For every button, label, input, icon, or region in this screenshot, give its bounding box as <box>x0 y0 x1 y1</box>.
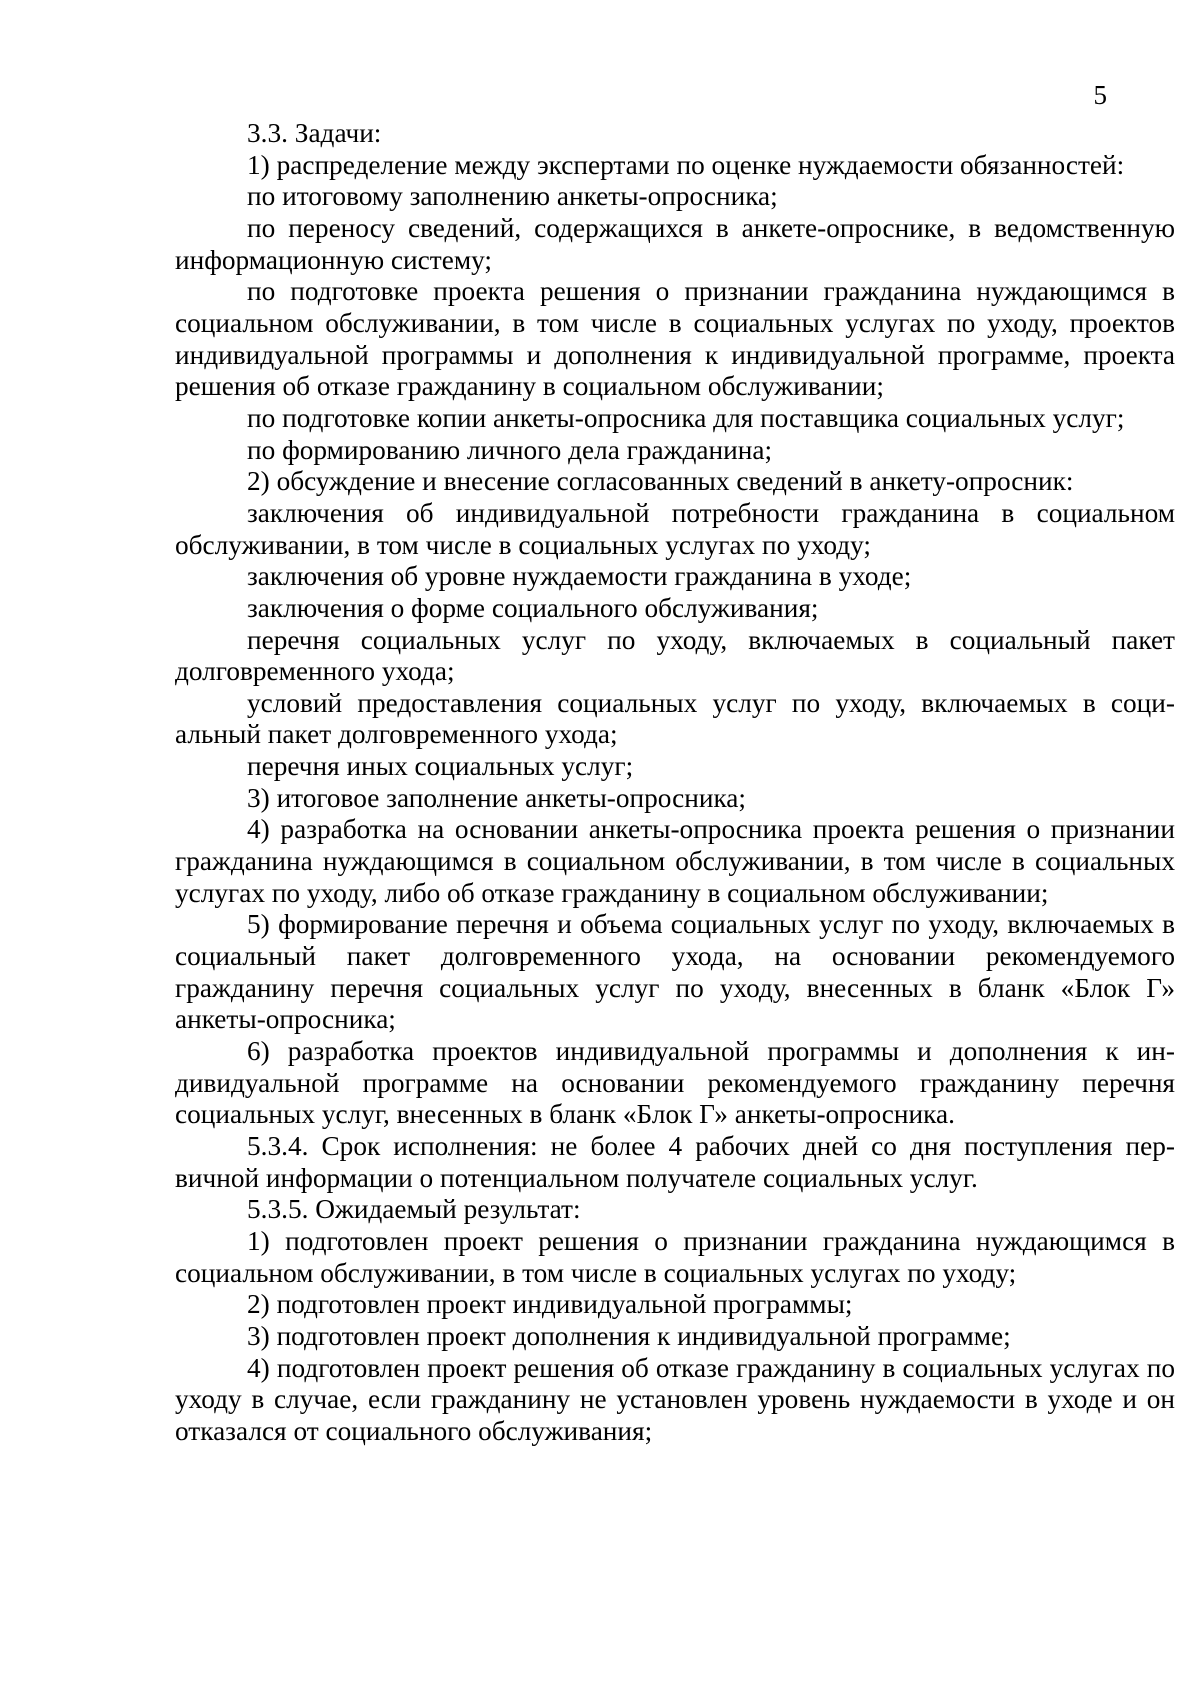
paragraph: 5) формирование перечня и объема социальных услуг по уходу, включаемых в социальный пакет долговременного ухода, на основании рекомендуемого гражданину перечня социальных услуг по уходу, внесенных в бланк «Блок Г» анкеты-опросника; <box>175 909 1175 1035</box>
paragraph: 6) разработка проектов индивидуальной программы и дополнения к индивидуальной программе на основании рекомендуемого гражданину перечня социальных услуг, внесенных в бланк «Блок Г» анкеты-опросника. <box>175 1036 1175 1130</box>
paragraph: 2) подготовлен проект индивидуальной программы; <box>247 1289 853 1320</box>
paragraph: 3) итоговое заполнение анкеты-опросника; <box>247 782 747 813</box>
paragraph: 4) разработка на основании анкеты-опросника проекта решения о признании гражданина нуждающимся в социальном обслуживании, в том числе в социальных услугах по уходу, либо об отказе гражданину в социальном обслуживании; <box>175 814 1175 908</box>
paragraph: 1) подготовлен проект решения о признании гражданина нуждающимся в социальном обслуживании, в том числе в социальных услугах по уходу; <box>175 1225 1175 1288</box>
paragraph: заключения об индивидуальной потребности гражданина в социальном обслуживании, в том числе в социальных услугах по уходу; <box>175 497 1175 560</box>
paragraph: 5.3.4. Срок исполнения: не более 4 рабочих дней со дня поступления первичной информации о потенциальном получателе социальных услуг. <box>175 1131 1175 1193</box>
paragraph: перечня иных социальных услуг; <box>247 751 634 782</box>
paragraph: условий предоставления социальных услуг по уходу, включаемых в социальный пакет долговременного ухода; <box>175 687 1175 750</box>
paragraph: заключения о форме социального обслуживания; <box>247 592 819 623</box>
paragraph: заключения об уровне нуждаемости гражданина в уходе; <box>247 561 912 592</box>
paragraph: 1) распределение между экспертами по оценке нуждаемости обязанностей: <box>247 149 1125 180</box>
paragraph: 5.3.5. Ожидаемый результат: <box>247 1194 581 1225</box>
paragraph: по подготовке копии анкеты-опросника для поставщика социальных услуг; <box>247 402 1125 433</box>
paragraph: по подготовке проекта решения о признании гражданина нуждающимся в социальном обслуживании, в том числе в социальных услугах по уходу, проектов индивидуальной программы и дополнения к индивидуальной программе, проекта решения об отказе гражданину в социальном обслуживании; <box>175 276 1175 402</box>
document-body <box>175 118 1175 1448</box>
paragraph: 3) подготовлен проект дополнения к индивидуальной программе; <box>247 1320 1011 1351</box>
paragraph: 4) подготовлен проект решения об отказе гражданину в социальных услугах по уходу в случае, если гражданину не установлен уровень нуждаемости в уходе и он отказался от социального обслуживания; <box>175 1352 1175 1446</box>
page-number: 5 <box>1093 80 1107 110</box>
paragraph: 3.3. Задачи: <box>247 118 382 148</box>
paragraph: по формированию личного дела гражданина; <box>247 434 773 465</box>
paragraph: 2) обсуждение и внесение согласованных сведений в анкету-опросник: <box>247 466 1074 497</box>
paragraph: по переносу сведений, содержащихся в анкете-опроснике, в ведомственную информационную систему; <box>175 212 1175 275</box>
paragraph: перечня социальных услуг по уходу, включаемых в социальный пакет долговременного ухода; <box>175 624 1175 687</box>
paragraph: по итоговому заполнению анкеты-опросника; <box>247 181 778 212</box>
